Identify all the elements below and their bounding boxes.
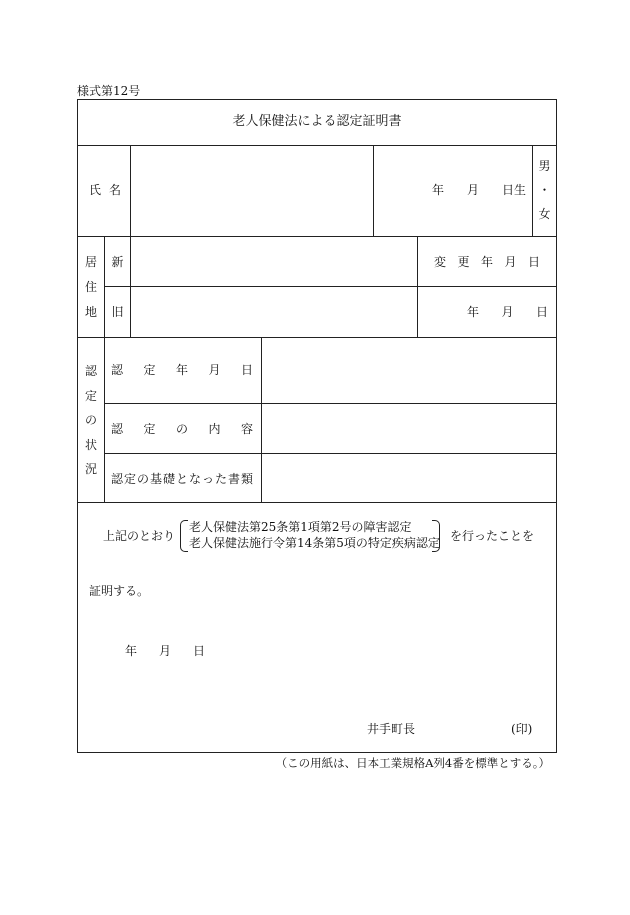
basis-documents-field[interactable]	[262, 454, 556, 502]
gender-selector[interactable]: 男 ・ 女	[538, 159, 551, 221]
new-address-label: 新	[111, 255, 124, 269]
issue-date-label: 年 月 日	[125, 644, 205, 658]
seal-mark: (印)	[511, 722, 533, 736]
change-date-label: 変 更 年 月 日	[434, 255, 540, 269]
birth-date-label: 年 月 日生	[432, 183, 526, 197]
form-title: 老人保健法による認定証明書	[232, 114, 402, 129]
old-address-label: 旧	[111, 305, 124, 319]
name-label: 氏 名	[89, 183, 121, 197]
issuer-title: 井手町長	[367, 722, 416, 736]
certification-status-label: 認 定 の 状 況	[84, 364, 97, 476]
footnote: （この用紙は、日本工業規格A列4番を標準とする。）	[275, 756, 550, 770]
certification-date-field[interactable]	[262, 338, 556, 403]
name-field[interactable]	[131, 146, 373, 236]
statement-prefix: 上記のとおり	[103, 529, 176, 543]
certification-content-field[interactable]	[262, 404, 556, 453]
statement-suffix: を行ったことを	[450, 529, 535, 543]
new-address-field[interactable]	[131, 237, 417, 286]
right-bracket	[432, 520, 440, 552]
form-number: 様式第12号	[77, 84, 141, 98]
basis-documents-label: 認定の基礎となった書類	[111, 472, 255, 486]
old-address-field[interactable]	[131, 287, 417, 337]
address-label: 居 住 地	[84, 255, 97, 319]
statement-option-1: 老人保健法第25条第1項第2号の障害認定	[189, 520, 412, 534]
statement-option-2: 老人保健法施行令第14条第5項の特定疾病認定	[189, 536, 440, 550]
certification-content-label: 認 定 の 内 容	[111, 422, 253, 436]
certification-date-label: 認 定 年 月 日	[111, 363, 253, 377]
old-address-date-label: 年 月 日	[467, 305, 548, 319]
left-bracket	[180, 520, 188, 552]
statement-line-2: 証明する。	[89, 584, 150, 598]
